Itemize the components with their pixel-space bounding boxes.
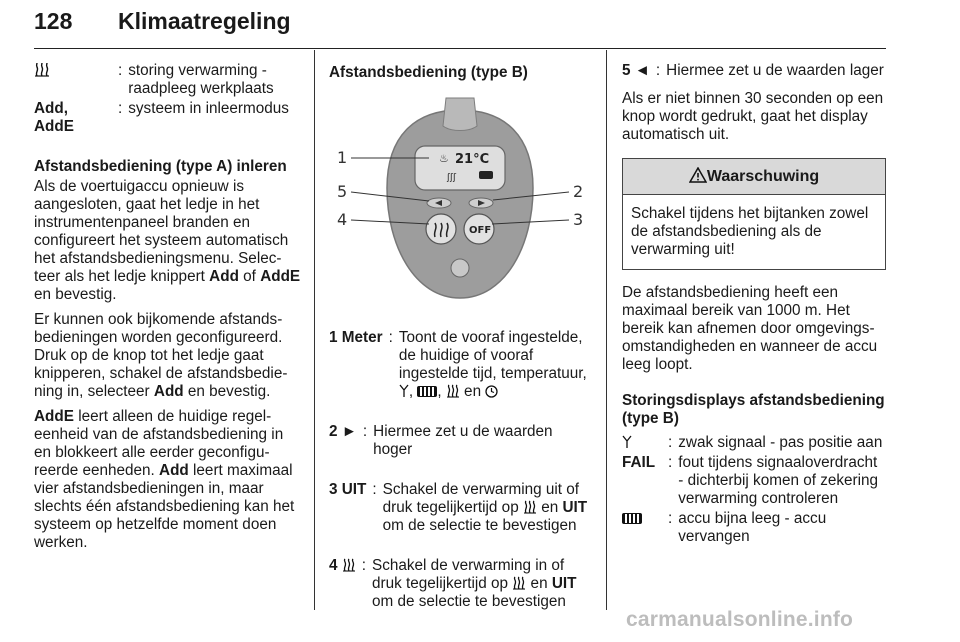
section-heading: Storingsdisplays afstandsbediening (type B)	[622, 392, 885, 427]
paragraph: AddE leert alleen de huidige regeleenheid van de afstandsbediening in en blokkeert alle eerder geconfigureerde eenheden. Add leert maximaal vier afstandsbedieningen in, maar slechts één afstandsbediening kan het systeem op hetzelfde moment doen werken.	[34, 408, 295, 551]
heater-icon	[342, 558, 356, 572]
heater-icon	[512, 576, 526, 590]
definition-item: 4 : Schakel de verwarming in of druk tegelijkertijd op en UIT om de selectie te bevestigen	[329, 557, 591, 611]
signal-antenna-icon	[399, 384, 409, 398]
column-middle	[329, 62, 591, 633]
remote-control-figure	[329, 96, 591, 308]
callout-1: 1	[337, 148, 348, 167]
column-divider	[314, 50, 315, 610]
paragraph: De afstandsbediening heeft een maximaal bereik van 1000 m. Het bereik kan afnemen door omgevingsomstandigheden en wanneer de accu leeg loopt.	[622, 284, 878, 373]
definition-desc: Schakel de verwarming uit of druk tegelijkertijd op en UIT om de selectie te bevestigen	[382, 481, 588, 534]
section-heading: Afstandsbediening (type A) inleren	[34, 158, 287, 175]
warning-box	[622, 158, 886, 270]
definition-term: 1 Meter	[329, 329, 383, 346]
heater-icon	[446, 384, 460, 398]
definition-term: FAIL	[622, 454, 656, 471]
definition-term: 4	[329, 557, 356, 611]
definition-desc: zwak signaal - pas positie aan	[678, 434, 883, 451]
callout-5: 5	[337, 182, 348, 201]
definition-item: : accu bijna leeg - accu vervangen	[622, 510, 886, 546]
signal-antenna-icon	[622, 435, 632, 449]
warning-triangle-icon	[689, 167, 707, 183]
definition-desc: fout tijdens signaaloverdracht - dichterbij komen of zekering verwarming controleren	[678, 454, 879, 507]
definition-desc: Hiermee zet u de waarden lager	[666, 62, 884, 79]
definition-item: 2 ► : Hiermee zet u de waarden hoger	[329, 423, 591, 459]
definition-item: 1 Meter : Toont de vooraf ingestelde, de huidige of vooraf ingestelde tijd, temperatuur, , , en	[329, 329, 591, 401]
display-temperature: 21°C	[455, 152, 490, 167]
clock-icon	[485, 385, 498, 398]
definition-term: Add, AddE	[34, 100, 74, 135]
svg-text:♨: ♨	[439, 152, 449, 165]
definition-item: Add, AddE : systeem in inleermodus	[34, 100, 302, 136]
page-number: 128	[34, 8, 73, 34]
definition-item: : zwak signaal - pas positie aan	[622, 434, 886, 452]
page-header	[34, 6, 886, 49]
definition-item: FAIL : fout tijdens signaaloverdracht - dichterbij komen of zekering verwarming controleren	[622, 454, 886, 508]
warning-body: Schakel tijdens het bijtanken zowel de afstandsbediening als de verwarming uit!	[631, 205, 869, 258]
paragraph: Als er niet binnen 30 seconden op een knop wordt gedrukt, gaat het display automatisch uit.	[622, 90, 884, 143]
definition-desc: systeem in inleermodus	[128, 100, 289, 117]
definition-desc: Hiermee zet u de waarden hoger	[373, 423, 553, 458]
off-button-label: OFF	[469, 225, 492, 236]
callout-4: 4	[337, 210, 348, 229]
column-left	[34, 62, 302, 559]
definition-desc: accu bijna leeg - accu vervangen	[678, 510, 827, 545]
definition-item: 3 UIT : Schakel de verwarming uit of druk tegelijkertijd op en UIT om de selectie te bevestigen	[329, 481, 591, 535]
warning-title: Waarschuwing	[706, 168, 820, 185]
definition-desc: Schakel de verwarming in of druk tegelijkertijd op en UIT om de selectie te bevestigen	[372, 557, 577, 610]
column-right	[622, 62, 886, 548]
heater-icon	[523, 500, 537, 514]
definition-term: 5 ◄	[622, 62, 650, 79]
definition-item: : storing verwarming - raadpleeg werkplaats	[34, 62, 302, 98]
svg-text:ʃʃʃ: ʃʃʃ	[447, 173, 457, 183]
page-title: Klimaatregeling	[118, 8, 291, 34]
watermark: carmanualsonline.info	[626, 608, 854, 631]
definition-term: 3 UIT	[329, 481, 367, 498]
heater-icon	[34, 62, 112, 98]
paragraph: Als de voertuigaccu opnieuw is aangesloten, gaat het ledje in het instrumentenpaneel branden en configureert het systeem automatisch het afstandsbedieningsmenu. Selecteer als het ledje knippert Add of AddE en bevestig.	[34, 178, 301, 303]
battery-icon	[417, 386, 437, 397]
callout-2: 2	[573, 182, 584, 201]
column-divider	[606, 50, 607, 610]
definition-desc: storing verwarming - raadpleeg werkplaats	[128, 62, 274, 97]
definition-term: 2 ►	[329, 423, 357, 440]
paragraph: Er kunnen ook bijkomende afstandsbedieningen worden geconfigureerd. Druk op de knop tot het ledje gaat knipperen, schakel de afstandsbediening in, selecteer Add en bevestig.	[34, 311, 288, 400]
definition-desc: Toont de vooraf ingestelde, de huidige of vooraf ingestelde tijd, temperatuur, , , en	[398, 329, 587, 400]
warning-header	[623, 159, 885, 195]
definition-item: 5 ◄ : Hiermee zet u de waarden lager	[622, 62, 886, 80]
battery-icon	[622, 513, 642, 524]
callout-3: 3	[573, 210, 584, 229]
section-heading: Afstandsbediening (type B)	[329, 64, 528, 81]
